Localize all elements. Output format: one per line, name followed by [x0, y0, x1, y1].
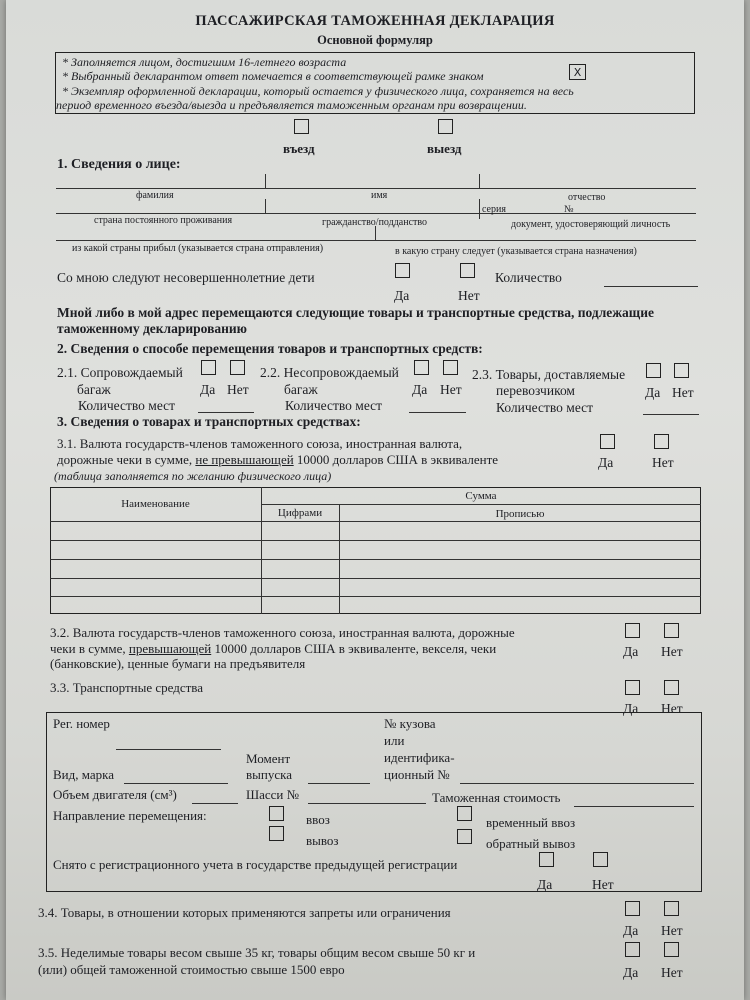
dereg-no-label: Нет — [592, 877, 614, 892]
body-number-label-2: или — [384, 733, 405, 748]
temp-import-label: временный ввоз — [486, 815, 576, 830]
children-yes-checkbox[interactable] — [395, 263, 410, 278]
carrier-places-label: Количество мест — [496, 400, 594, 415]
dereg-yes-checkbox[interactable] — [539, 852, 554, 867]
children-quantity-label: Количество — [495, 270, 562, 285]
residence-field[interactable] — [56, 197, 266, 213]
col-digits-header: Цифрами — [277, 507, 323, 519]
carrier-no-label: Нет — [672, 385, 694, 400]
import-label: ввоз — [306, 812, 330, 827]
unaccompanied-places-label: Количество мест — [285, 398, 383, 413]
body-number-field[interactable] — [460, 767, 694, 783]
residence-caption: страна постоянного проживания — [94, 215, 233, 226]
children-no-label: Нет — [458, 288, 480, 303]
children-yes-label: Да — [394, 288, 410, 303]
table-row-1[interactable] — [51, 522, 700, 539]
children-no-checkbox[interactable] — [460, 263, 475, 278]
entry-label: въезд — [283, 141, 315, 156]
carrier-yes-checkbox[interactable] — [646, 363, 661, 378]
name-caption: имя — [371, 190, 388, 201]
vehicles-no-label: Нет — [661, 701, 683, 716]
release-label-2: выпуска — [246, 767, 292, 782]
export-label: вывоз — [306, 833, 339, 848]
surname-caption: фамилия — [136, 190, 174, 201]
make-label: Вид, марка — [53, 767, 115, 782]
body-number-label-3: идентифика- — [384, 750, 455, 765]
heavy-goods-no-checkbox[interactable] — [664, 942, 679, 957]
reg-number-label: Рег. номер — [53, 716, 110, 731]
from-country-caption: из какой страны прибыл (указывается страна отправления) — [72, 243, 324, 254]
accompanied-no-label: Нет — [227, 382, 249, 397]
unaccompanied-yes-label: Да — [412, 382, 428, 397]
item-2-1-label: 2.1. Сопровождаемый — [57, 365, 183, 380]
goods-intro-line-1: Мной либо в мой адрес перемещаются следующие товары и транспортные средства, подлежащие — [57, 305, 654, 320]
table-row-2[interactable] — [51, 541, 700, 558]
temp-import-checkbox[interactable] — [457, 806, 472, 821]
table-row-3[interactable] — [51, 560, 700, 577]
patronymic-field[interactable] — [482, 172, 694, 188]
release-field[interactable] — [308, 767, 370, 783]
table-row-5[interactable] — [51, 597, 700, 613]
currency-over-yes-checkbox[interactable] — [625, 623, 640, 638]
item-3-2-line-2: чеки в сумме, превышающей 10000 долларов США в эквиваленте, векселя, чеки — [50, 641, 497, 656]
note-line-1: * Заполняется лицом, достигшим 16-летнего возраста — [62, 55, 347, 69]
carrier-no-checkbox[interactable] — [674, 363, 689, 378]
item-3-2-line-3: (банковские), ценные бумаги на предъявителя — [50, 656, 306, 671]
unaccompanied-no-checkbox[interactable] — [443, 360, 458, 375]
restricted-yes-label: Да — [623, 923, 639, 938]
accompanied-yes-checkbox[interactable] — [201, 360, 216, 375]
accompanied-yes-label: Да — [200, 382, 216, 397]
id-number-field[interactable] — [522, 197, 694, 213]
declaration-form — [6, 0, 744, 1000]
dereg-yes-label: Да — [537, 877, 553, 892]
import-checkbox[interactable] — [269, 806, 284, 821]
item-3-2-line-1: 3.2. Валюта государств-членов таможенного союза, иностранная валюта, дорожные — [50, 625, 515, 640]
item-3-5-line-1: 3.5. Неделимые товары весом свыше 35 кг, товары общим весом свыше 50 кг и — [38, 945, 476, 960]
note-line-3: * Экземпляр оформленной декларации, который остается у физического лица, сохраняется на весь — [62, 84, 574, 98]
item-3-4-label: 3.4. Товары, в отношении которых применяются запреты или ограничения — [38, 905, 451, 920]
accompanied-no-checkbox[interactable] — [230, 360, 245, 375]
table-row-4[interactable] — [51, 579, 700, 595]
citizenship-caption: гражданство/подданство — [322, 217, 428, 228]
col-name-header: Наименование — [121, 498, 190, 510]
patronymic-caption: отчество — [568, 192, 606, 203]
unaccompanied-yes-checkbox[interactable] — [414, 360, 429, 375]
customs-value-label: Таможенная стоимость — [432, 790, 561, 805]
to-country-field[interactable] — [378, 224, 694, 240]
to-country-caption: в какую страну следует (указывается страна назначения) — [395, 246, 637, 257]
restricted-yes-checkbox[interactable] — [625, 901, 640, 916]
number-caption: № — [564, 204, 574, 215]
chassis-label: Шасси № — [246, 787, 300, 802]
chassis-field[interactable] — [308, 787, 426, 803]
currency-over-yes-label: Да — [623, 644, 639, 659]
col-sum-header: Сумма — [465, 490, 497, 502]
currency-under-yes-label: Да — [598, 455, 614, 470]
export-checkbox[interactable] — [269, 826, 284, 841]
customs-value-field[interactable] — [574, 790, 694, 806]
reverse-export-label: обратный вывоз — [486, 836, 576, 851]
reg-number-field[interactable] — [116, 733, 221, 749]
note-line-4: период временного въезда/выезда и предъявляется таможенным органам при возвращении. — [56, 98, 527, 112]
heavy-goods-yes-label: Да — [623, 965, 639, 980]
goods-intro-line-2: таможенному декларированию — [57, 321, 247, 336]
id-doc-caption: документ, удостоверяющий личность — [511, 219, 671, 230]
restricted-no-label: Нет — [661, 923, 683, 938]
item-2-1-label-2: багаж — [77, 382, 111, 397]
body-number-label-4: ционный № — [384, 767, 450, 782]
sample-mark-box: X — [569, 64, 586, 80]
restricted-no-checkbox[interactable] — [664, 901, 679, 916]
heavy-goods-no-label: Нет — [661, 965, 683, 980]
citizenship-field[interactable] — [268, 197, 478, 213]
vehicles-yes-checkbox[interactable] — [625, 680, 640, 695]
item-2-2-label: 2.2. Несопровождаемый — [260, 365, 399, 380]
carrier-yes-label: Да — [645, 385, 661, 400]
vehicles-yes-label: Да — [623, 701, 639, 716]
engine-field[interactable] — [192, 787, 238, 803]
item-3-3-label: 3.3. Транспортные средства — [50, 680, 204, 695]
section-1-title: 1. Сведения о лице: — [57, 157, 181, 172]
item-3-1-line-1: 3.1. Валюта государств-членов таможенного союза, иностранная валюта, — [57, 436, 463, 451]
children-quantity-field[interactable] — [604, 270, 698, 286]
form-title: ПАССАЖИРСКАЯ ТАМОЖЕННАЯ ДЕКЛАРАЦИЯ — [195, 13, 555, 29]
item-2-2-label-2: багаж — [284, 382, 318, 397]
direction-label: Направление перемещения: — [53, 808, 207, 823]
currency-under-yes-checkbox[interactable] — [600, 434, 615, 449]
dereg-no-checkbox[interactable] — [593, 852, 608, 867]
item-2-3-label-2: перевозчиком — [496, 383, 575, 398]
series-caption: серия — [482, 204, 506, 215]
item-2-3-label: 2.3. Товары, доставляемые — [472, 367, 626, 382]
deregistration-label: Снято с регистрационного учета в государстве предыдущей регистрации — [53, 857, 458, 872]
currency-over-no-label: Нет — [661, 644, 683, 659]
accompanied-places-label: Количество мест — [78, 398, 176, 413]
currency-under-no-label: Нет — [652, 455, 674, 470]
col-words-header: Прописью — [495, 508, 545, 520]
from-country-field[interactable] — [56, 224, 376, 240]
form-subtitle: Основной формуляр — [317, 33, 433, 47]
heavy-goods-yes-checkbox[interactable] — [625, 942, 640, 957]
engine-label: Объем двигателя (см³) — [53, 787, 177, 802]
release-label-1: Момент — [246, 751, 291, 766]
vehicles-no-checkbox[interactable] — [664, 680, 679, 695]
section-3-title: 3. Сведения о товарах и транспортных средствах: — [57, 414, 361, 429]
name-field[interactable] — [268, 172, 480, 188]
reverse-export-checkbox[interactable] — [457, 829, 472, 844]
make-field[interactable] — [124, 767, 228, 783]
unaccompanied-no-label: Нет — [440, 382, 462, 397]
exit-label: выезд — [427, 141, 462, 156]
note-line-2: * Выбранный декларантом ответ помечается в соответствующей рамке знаком — [62, 69, 484, 83]
body-number-label-1: № кузова — [384, 716, 436, 731]
exit-checkbox[interactable] — [438, 119, 453, 134]
children-question: Со мною следуют несовершеннолетние дети — [57, 270, 315, 285]
table-note: (таблица заполняется по желанию физического лица) — [54, 469, 332, 483]
section-2-title: 2. Сведения о способе перемещения товаров и транспортных средств: — [57, 341, 483, 356]
item-3-1-line-2: дорожные чеки в сумме, не превышающей 10000 долларов США в эквиваленте — [57, 452, 499, 467]
entry-checkbox[interactable] — [294, 119, 309, 134]
surname-field[interactable] — [56, 172, 266, 188]
item-3-5-line-2: (или) общей таможенной стоимостью свыше 1500 евро — [38, 962, 345, 977]
currency-over-no-checkbox[interactable] — [664, 623, 679, 638]
currency-under-no-checkbox[interactable] — [654, 434, 669, 449]
